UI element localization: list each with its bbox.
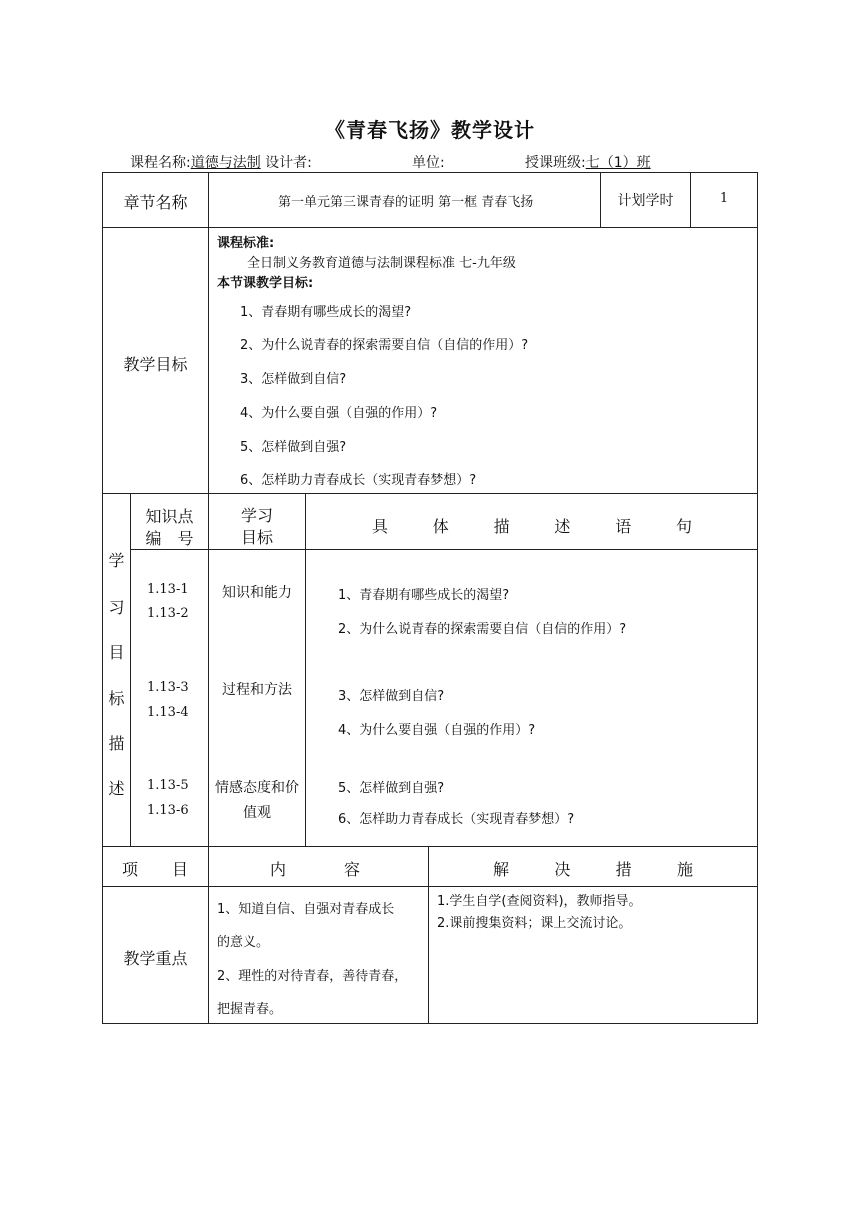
item-header — [122, 857, 188, 880]
knowledge-code: 1.13-4 — [147, 705, 189, 720]
knowledge-code: 1.13-1 — [147, 582, 189, 597]
document-title: 《青春飞扬》教学设计 — [325, 118, 535, 142]
header-char: 解 — [493, 860, 510, 879]
learning-goal-header-line1: 学习 — [240, 506, 273, 525]
learning-goal: 过程和方法 — [222, 682, 292, 698]
knowledge-code: 1.13-2 — [147, 606, 189, 621]
standard-heading: 课程标准: — [217, 236, 275, 251]
course-name-value: 道德与法制 — [190, 155, 261, 171]
side-char: 学 — [108, 551, 125, 570]
knowledge-code-header-line1: 知识点 — [145, 507, 194, 526]
objective-item: 4、为什么要自强（自强的作用）? — [240, 406, 438, 421]
description-item: 2、为什么说青春的探索需要自信（自信的作用）? — [338, 622, 627, 637]
designer-label: 设计者: — [265, 155, 312, 171]
content-header — [270, 857, 360, 880]
focus-content-line: 的意义。 — [217, 935, 270, 950]
knowledge-code: 1.13-5 — [147, 778, 189, 793]
description-item: 6、怎样助力青春成长（实现青春梦想）? — [338, 812, 575, 827]
class-value: 七（1）班 — [585, 155, 651, 171]
header-char: 述 — [554, 517, 571, 536]
header-char: 目 — [171, 860, 188, 879]
header-char: 语 — [615, 517, 632, 536]
learning-goal: 值观 — [243, 805, 271, 821]
knowledge-code: 1.13-3 — [147, 680, 189, 695]
learning-goal: 知识和能力 — [222, 585, 292, 601]
objective-item: 1、青春期有哪些成长的渴望? — [240, 305, 412, 320]
chapter-value: 第一单元第三课青春的证明 第一框 青春飞扬 — [278, 195, 534, 210]
header-char: 项 — [122, 860, 139, 879]
side-char: 习 — [108, 598, 125, 617]
learning-goal-header-line2: 目标 — [240, 528, 273, 547]
planned-hours-label: 计划学时 — [617, 193, 674, 209]
header-char: 容 — [343, 860, 360, 879]
header-char: 施 — [676, 860, 693, 879]
description-item: 1、青春期有哪些成长的渴望? — [338, 588, 510, 603]
description-item: 4、为什么要自强（自强的作用）? — [338, 723, 536, 738]
header-char: 决 — [554, 860, 571, 879]
description-header — [372, 514, 692, 537]
chapter-label: 章节名称 — [123, 193, 188, 212]
unit-label: 单位: — [412, 155, 445, 171]
objective-item: 6、怎样助力青春成长（实现青春梦想）? — [240, 473, 477, 488]
side-char: 标 — [108, 689, 125, 708]
focus-content-line: 1、知道自信、自强对青春成长 — [217, 902, 395, 917]
knowledge-code: 1.13-6 — [147, 803, 189, 818]
focus-measure: 2.课前搜集资料；课上交流讨论。 — [437, 916, 632, 931]
header-char: 内 — [270, 860, 287, 879]
planned-hours-value: 1 — [719, 191, 729, 206]
side-char: 描 — [108, 734, 125, 753]
side-char: 述 — [108, 779, 125, 798]
focus-content-line: 2、理性的对待青春，善待青春， — [217, 969, 408, 984]
teaching-focus-label: 教学重点 — [123, 949, 188, 968]
measures-header — [493, 857, 693, 880]
description-item: 5、怎样做到自强? — [338, 781, 445, 796]
course-name-label: 课程名称: — [130, 155, 191, 171]
goals-heading: 本节课教学目标: — [217, 276, 314, 291]
learning-goal: 情感态度和价 — [215, 780, 299, 796]
header-char: 具 — [372, 517, 389, 536]
course-name-field — [130, 152, 312, 172]
header-char: 体 — [432, 517, 449, 536]
header-char: 描 — [493, 517, 510, 536]
objective-item: 5、怎样做到自强? — [240, 440, 347, 455]
description-item: 3、怎样做到自信? — [338, 689, 445, 704]
knowledge-code-header-line2: 编 号 — [145, 529, 194, 548]
standard-text: 全日制义务教育道德与法制课程标准 七-九年级 — [247, 256, 516, 271]
objective-item: 3、怎样做到自信? — [240, 372, 347, 387]
objective-item: 2、为什么说青春的探索需要自信（自信的作用）? — [240, 338, 529, 353]
header-char: 措 — [615, 860, 632, 879]
objectives-label: 教学目标 — [123, 355, 188, 374]
focus-measure: 1.学生自学(查阅资料)，教师指导。 — [437, 894, 642, 909]
focus-content-line: 把握青春。 — [217, 1002, 283, 1017]
header-char: 句 — [675, 517, 692, 536]
class-label: 授课班级: — [525, 155, 586, 171]
class-field — [525, 152, 651, 172]
side-char: 目 — [108, 643, 125, 662]
